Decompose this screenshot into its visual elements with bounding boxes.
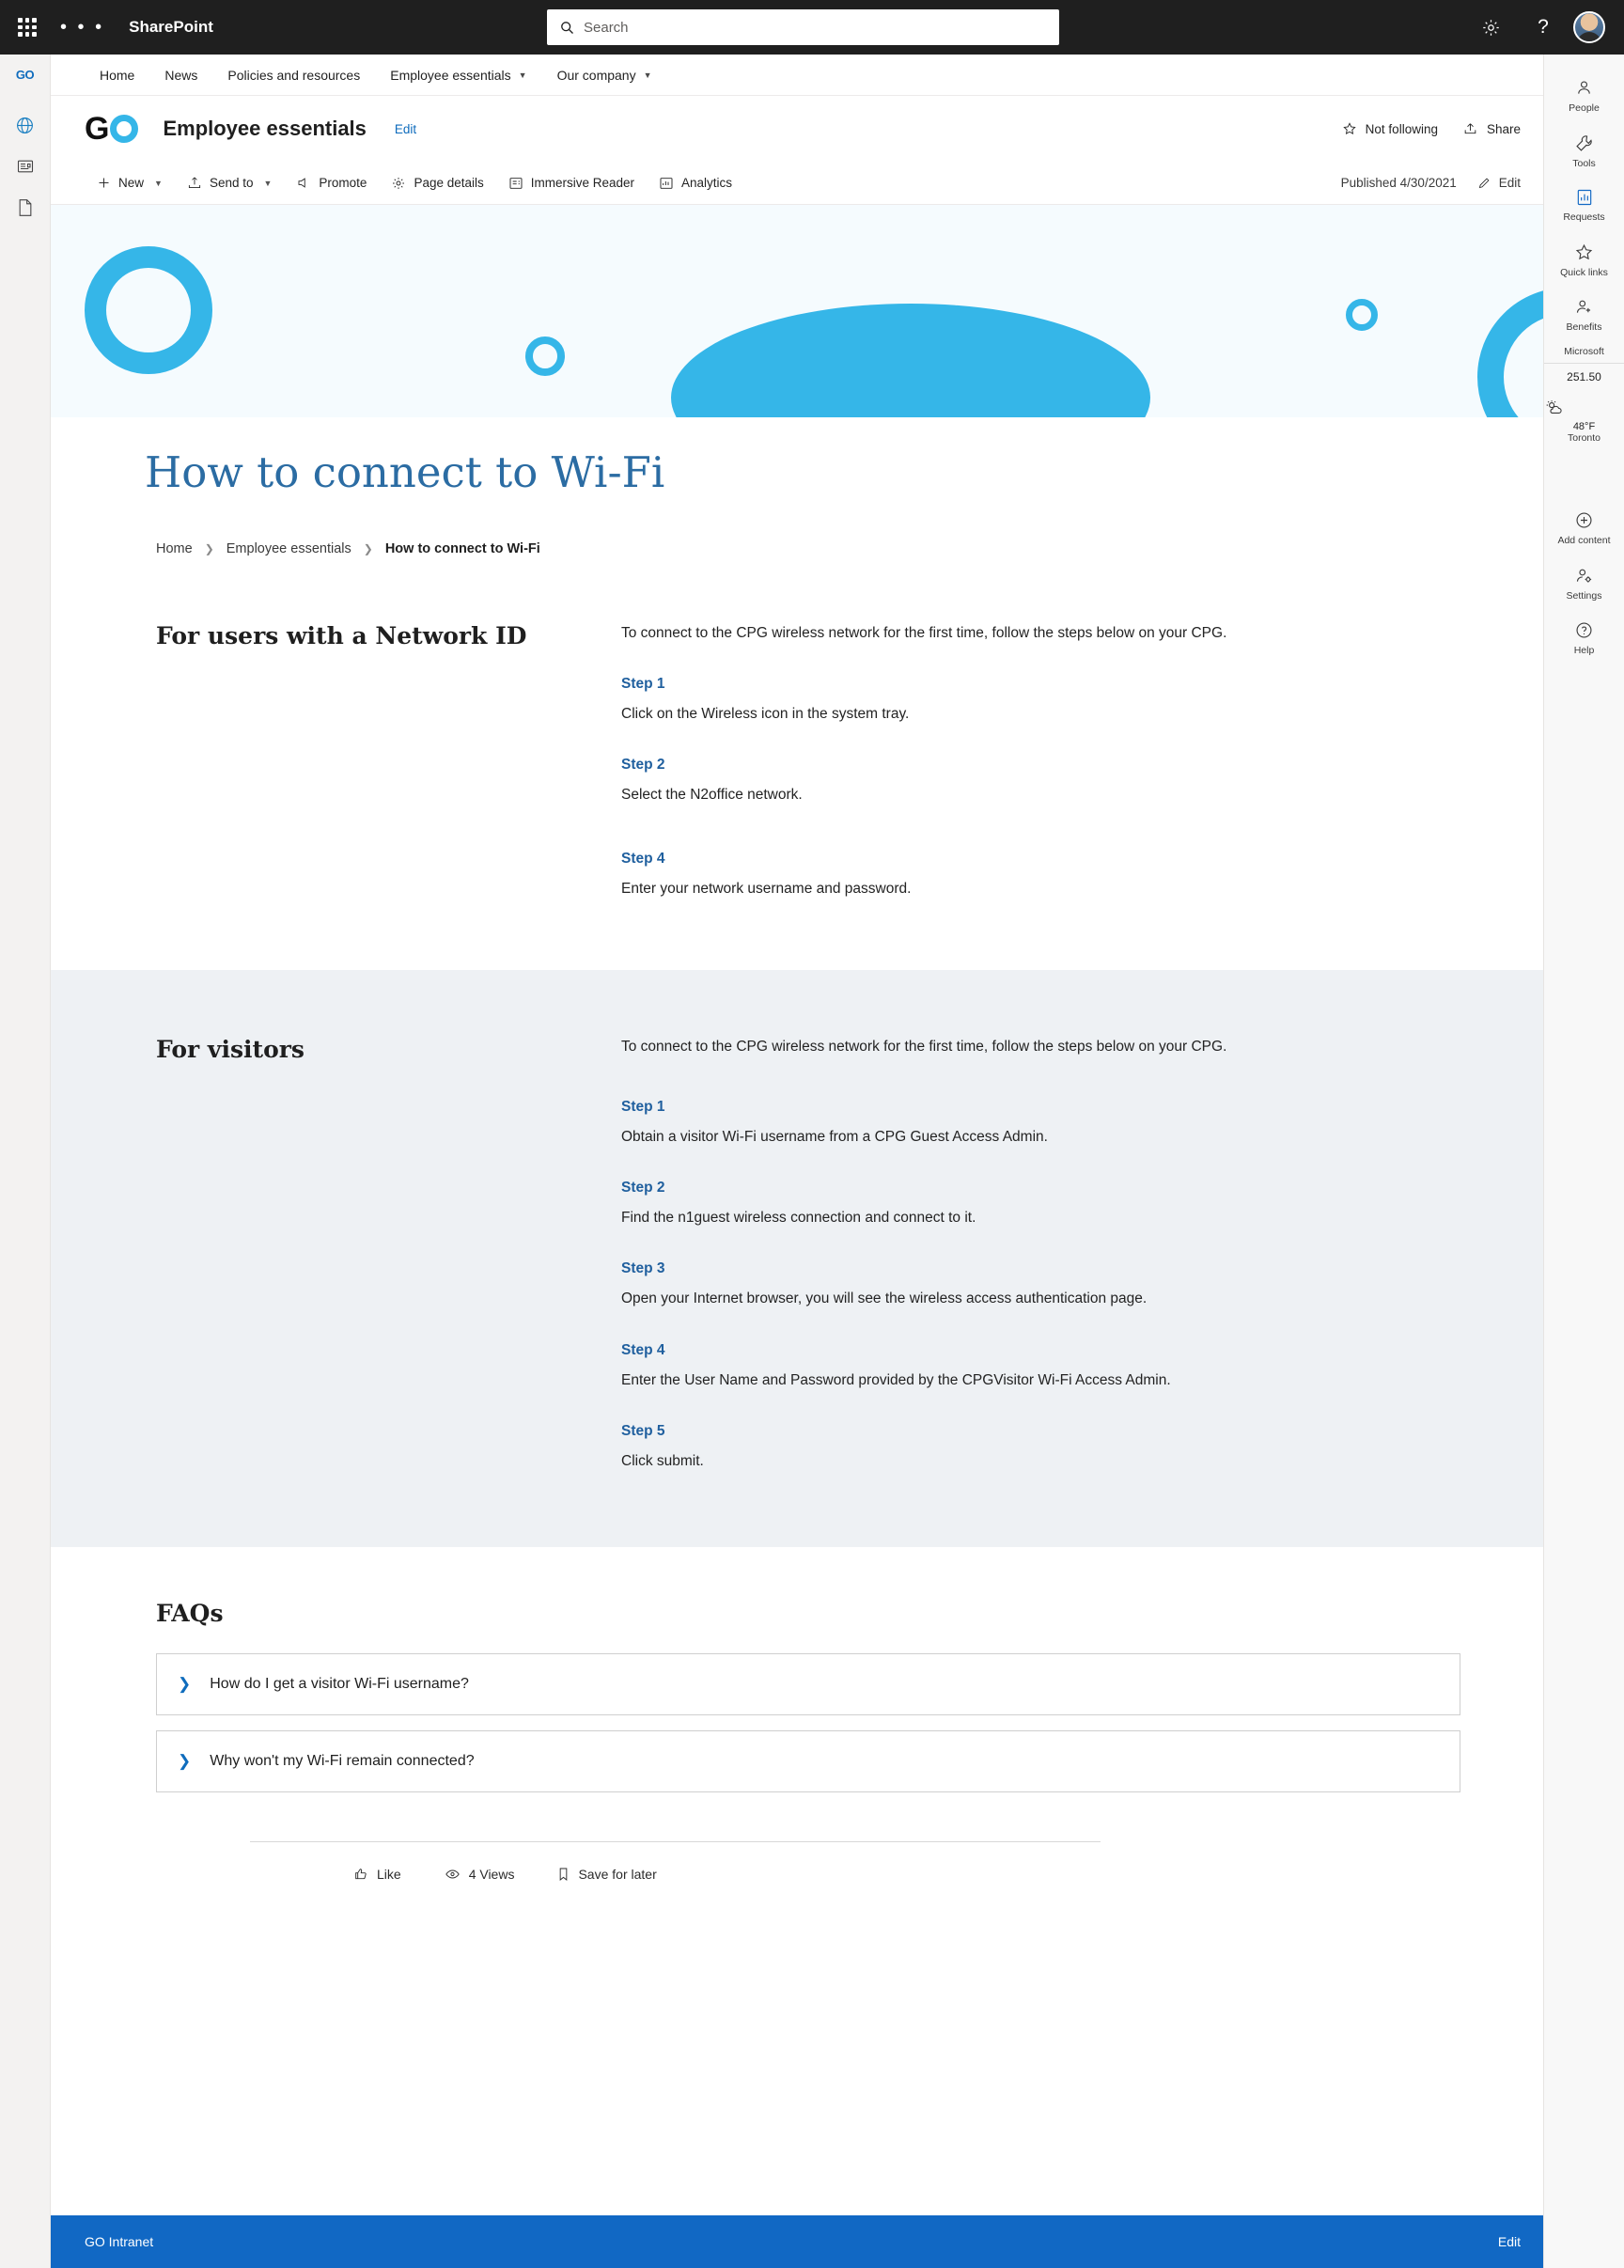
step-item bbox=[621, 1099, 1348, 1148]
people-icon bbox=[1574, 78, 1594, 98]
immersive-reader-label: Immersive Reader bbox=[530, 176, 635, 190]
step-text: Obtain a visitor Wi-Fi username from a CPG Guest Access Admin. bbox=[621, 1128, 1048, 1145]
analytics-button[interactable] bbox=[647, 162, 744, 205]
faq-question: Why won't my Wi-Fi remain connected? bbox=[210, 1753, 475, 1769]
weather-icon bbox=[1544, 399, 1624, 417]
analytics-label: Analytics bbox=[681, 176, 733, 190]
rail-label: Settings bbox=[1566, 589, 1602, 602]
command-bar-right bbox=[1341, 162, 1521, 205]
send-to-button[interactable] bbox=[175, 162, 284, 205]
step-text: Enter the User Name and Password provided by the CPGVisitor Wi-Fi Access Admin. bbox=[621, 1371, 1171, 1388]
suite-bar-right bbox=[1464, 0, 1624, 55]
step-item bbox=[621, 1180, 1348, 1228]
search-icon bbox=[560, 21, 574, 35]
breadcrumb bbox=[51, 496, 1554, 556]
decorative-ring-icon bbox=[1346, 299, 1378, 331]
faq-section bbox=[51, 1547, 1554, 1882]
promote-button[interactable] bbox=[284, 162, 379, 205]
breadcrumb-item-employee-essentials[interactable]: Employee essentials bbox=[226, 540, 351, 556]
site-navigation bbox=[51, 55, 1554, 96]
site-logo-text: G bbox=[85, 110, 109, 147]
like-button[interactable] bbox=[353, 1867, 401, 1882]
views-indicator bbox=[445, 1867, 515, 1882]
section-body bbox=[621, 1036, 1460, 1473]
hero-banner bbox=[51, 205, 1554, 417]
step-text: Select the N2office network. bbox=[621, 787, 803, 803]
search-placeholder: Search bbox=[584, 19, 629, 36]
published-status: Published 4/30/2021 bbox=[1340, 176, 1457, 190]
thumbs-up-icon bbox=[353, 1867, 368, 1882]
new-button[interactable] bbox=[85, 162, 175, 205]
footer-edit-button[interactable]: Edit bbox=[1497, 2234, 1521, 2249]
promote-icon bbox=[296, 176, 311, 190]
nav-label: Our company bbox=[556, 67, 636, 83]
section-intro: To connect to the CPG wireless network for the first time, follow the steps below on your CPG. bbox=[621, 624, 1227, 641]
rail-label: Benefits bbox=[1566, 321, 1602, 334]
site-header bbox=[51, 96, 1554, 162]
plus-icon bbox=[97, 176, 111, 190]
news-icon[interactable] bbox=[8, 146, 42, 187]
section-visitors bbox=[51, 970, 1554, 1548]
waffle-icon bbox=[18, 18, 37, 37]
step-item bbox=[621, 1260, 1348, 1309]
follow-button[interactable] bbox=[1342, 121, 1438, 136]
rail-item-help[interactable] bbox=[1544, 610, 1624, 665]
requests-icon bbox=[1575, 188, 1594, 207]
edit-label: Edit bbox=[1498, 176, 1521, 190]
nav-label: Employee essentials bbox=[390, 67, 511, 83]
step-text: Open your Internet browser, you will see the wireless access authentication page. bbox=[621, 1290, 1148, 1307]
rail-item-settings[interactable] bbox=[1544, 555, 1624, 611]
page-social-bar bbox=[156, 1842, 1460, 1882]
bookmark-icon bbox=[557, 1867, 570, 1882]
faq-question: How do I get a visitor Wi-Fi username? bbox=[210, 1676, 469, 1692]
details-icon bbox=[391, 176, 406, 191]
share-icon bbox=[1462, 121, 1478, 136]
step-title: Step 2 bbox=[621, 757, 665, 773]
site-header-actions bbox=[1342, 121, 1521, 136]
help-icon[interactable]: ? bbox=[1538, 16, 1549, 38]
new-label: New bbox=[118, 176, 145, 190]
page-title: How to connect to Wi-Fi bbox=[145, 447, 665, 497]
step-title: Step 1 bbox=[621, 675, 665, 692]
save-for-later-button[interactable] bbox=[557, 1867, 656, 1882]
pencil-icon bbox=[1477, 176, 1491, 190]
nav-item-news[interactable] bbox=[149, 55, 212, 96]
help-circle-icon bbox=[1574, 620, 1594, 640]
rail-item-tools[interactable] bbox=[1544, 123, 1624, 179]
rail-label: Add content bbox=[1557, 534, 1611, 546]
page-icon[interactable] bbox=[8, 187, 42, 228]
section-heading-column bbox=[156, 1036, 621, 1473]
breadcrumb-item-current: How to connect to Wi-Fi bbox=[384, 540, 540, 556]
suite-bar bbox=[0, 0, 1624, 55]
page-title-band bbox=[51, 417, 1554, 496]
step-text: Find the n1guest wireless connection and connect to it. bbox=[621, 1210, 976, 1226]
settings-person-icon bbox=[1574, 566, 1594, 586]
stock-widget[interactable] bbox=[1544, 342, 1624, 383]
rail-label: Help bbox=[1573, 645, 1595, 657]
app-rail bbox=[0, 55, 51, 2268]
share-button[interactable] bbox=[1462, 121, 1521, 136]
step-title: Step 3 bbox=[621, 1260, 665, 1277]
decorative-ring-icon bbox=[525, 336, 565, 376]
weather-temperature: 48°F bbox=[1572, 420, 1596, 432]
step-item bbox=[621, 1423, 1348, 1472]
step-title: Step 2 bbox=[621, 1180, 665, 1196]
eye-icon bbox=[445, 1867, 461, 1882]
step-title: Step 5 bbox=[621, 1422, 665, 1439]
reader-icon bbox=[508, 176, 523, 191]
rail-label: Tools bbox=[1572, 157, 1596, 169]
nav-label: Home bbox=[100, 67, 135, 83]
chevron-down-icon: ▼ bbox=[518, 70, 527, 80]
chevron-right-icon: ❯ bbox=[204, 541, 214, 555]
section-intro: To connect to the CPG wireless network for the first time, follow the steps below on your CPG. bbox=[621, 1038, 1227, 1055]
step-text: Click on the Wireless icon in the system tray. bbox=[621, 705, 910, 722]
nav-label: News bbox=[164, 67, 198, 83]
gear-icon[interactable] bbox=[1464, 0, 1517, 55]
page-details-button[interactable] bbox=[379, 162, 495, 205]
add-content-icon bbox=[1574, 510, 1594, 530]
step-title: Step 4 bbox=[621, 851, 665, 868]
star-icon bbox=[1574, 242, 1594, 262]
site-edit-link[interactable]: Edit bbox=[394, 121, 417, 136]
chevron-right-icon: ❯ bbox=[178, 1752, 192, 1770]
promote-label: Promote bbox=[319, 176, 367, 190]
send-to-label: Send to bbox=[209, 176, 254, 190]
chevron-right-icon: ❯ bbox=[178, 1675, 192, 1693]
app-launcher-button[interactable] bbox=[0, 0, 55, 55]
nav-label: Policies and resources bbox=[227, 67, 361, 83]
section-body bbox=[621, 622, 1460, 900]
stock-value: 251.50 bbox=[1544, 363, 1624, 383]
step-item bbox=[621, 757, 1348, 806]
chevron-down-icon: ▼ bbox=[643, 70, 652, 80]
breadcrumb-item-home[interactable]: Home bbox=[156, 540, 193, 556]
rail-item-requests[interactable] bbox=[1544, 178, 1624, 232]
faq-heading: FAQs bbox=[156, 1600, 224, 1627]
step-title: Step 1 bbox=[621, 1098, 665, 1115]
rail-label: Requests bbox=[1563, 211, 1605, 224]
rail-item-quick-links[interactable] bbox=[1544, 232, 1624, 288]
tools-icon bbox=[1574, 133, 1594, 153]
command-bar bbox=[51, 162, 1554, 205]
edit-page-button[interactable] bbox=[1477, 162, 1521, 205]
rail-item-add-content[interactable] bbox=[1544, 500, 1624, 555]
immersive-reader-button[interactable] bbox=[496, 162, 647, 205]
nav-item-our-company[interactable] bbox=[542, 55, 667, 96]
globe-icon[interactable] bbox=[8, 104, 42, 146]
overflow-menu-icon[interactable]: • • • bbox=[60, 17, 105, 38]
step-item bbox=[621, 851, 1348, 899]
chevron-down-icon: ▼ bbox=[263, 178, 273, 188]
decorative-blob bbox=[671, 304, 1150, 417]
rail-label: People bbox=[1569, 102, 1600, 114]
step-item bbox=[621, 676, 1348, 725]
views-label: 4 Views bbox=[468, 1867, 515, 1882]
star-icon bbox=[1342, 121, 1357, 136]
decorative-ring-icon bbox=[85, 246, 212, 374]
right-rail bbox=[1543, 55, 1624, 2268]
nav-item-home[interactable] bbox=[85, 55, 149, 96]
faq-item[interactable] bbox=[156, 1653, 1460, 1715]
like-label: Like bbox=[377, 1867, 401, 1882]
save-label: Save for later bbox=[578, 1867, 657, 1882]
rail-label: Quick links bbox=[1560, 266, 1608, 278]
site-logo[interactable] bbox=[85, 111, 138, 148]
step-item bbox=[621, 1342, 1348, 1391]
step-title: Step 4 bbox=[621, 1341, 665, 1358]
step-text: Enter your network username and password. bbox=[621, 881, 912, 898]
chevron-right-icon: ❯ bbox=[363, 541, 373, 555]
benefits-icon bbox=[1574, 297, 1594, 317]
app-rail-logo: GO bbox=[15, 68, 35, 82]
stock-name: Microsoft bbox=[1564, 345, 1604, 357]
faq-item[interactable] bbox=[156, 1730, 1460, 1792]
page-details-label: Page details bbox=[414, 176, 484, 190]
section-network-id bbox=[51, 556, 1554, 970]
site-canvas bbox=[51, 55, 1554, 2268]
suite-title: SharePoint bbox=[129, 18, 213, 36]
rail-item-benefits[interactable] bbox=[1544, 287, 1624, 342]
nav-item-policies-and-resources[interactable] bbox=[212, 55, 375, 96]
search-input[interactable] bbox=[547, 9, 1059, 45]
section-heading: For visitors bbox=[156, 1035, 304, 1063]
step-text: Click submit. bbox=[621, 1452, 704, 1469]
chevron-down-icon: ▼ bbox=[154, 178, 163, 188]
weather-widget[interactable] bbox=[1544, 383, 1624, 444]
page-content bbox=[51, 417, 1554, 1882]
avatar[interactable] bbox=[1573, 11, 1605, 43]
section-heading: For users with a Network ID bbox=[156, 621, 527, 649]
nav-item-employee-essentials[interactable] bbox=[375, 55, 541, 96]
logo-ring-icon bbox=[110, 115, 138, 143]
follow-label: Not following bbox=[1365, 121, 1438, 136]
site-footer bbox=[51, 2215, 1554, 2268]
share-label: Share bbox=[1486, 121, 1521, 136]
footer-label: GO Intranet bbox=[85, 2234, 154, 2249]
rail-item-people[interactable] bbox=[1544, 68, 1624, 123]
send-icon bbox=[187, 176, 202, 190]
analytics-icon bbox=[659, 176, 674, 191]
site-title: Employee essentials bbox=[163, 117, 367, 140]
section-heading-column bbox=[156, 622, 621, 900]
weather-city: Toronto bbox=[1567, 431, 1601, 444]
